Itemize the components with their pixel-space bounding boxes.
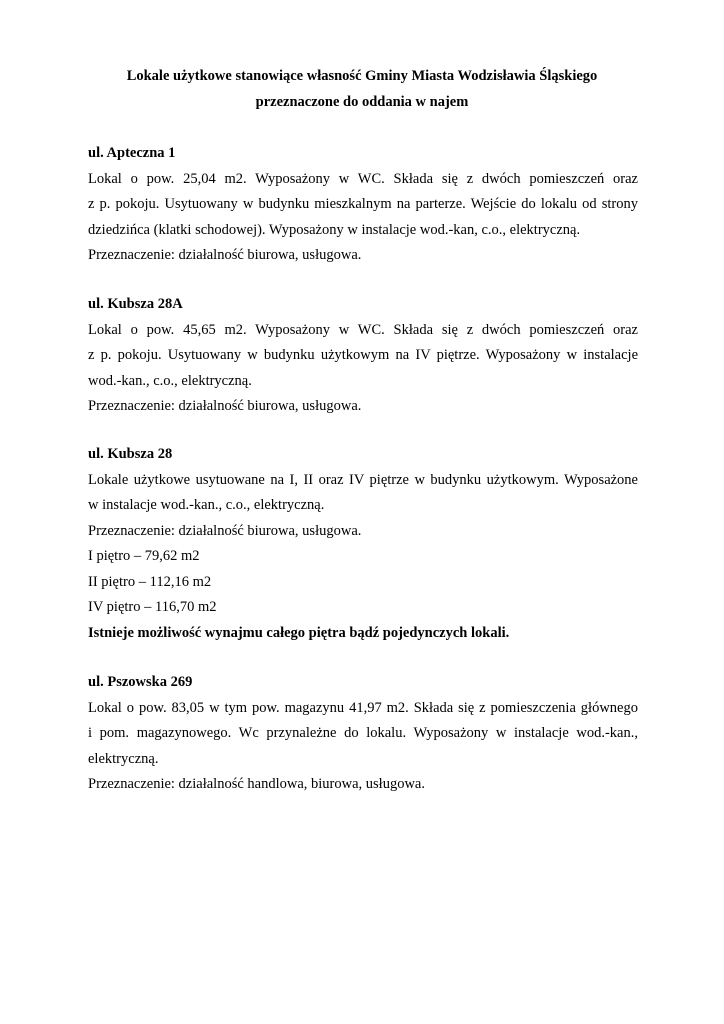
floor-area-line: IV piętro – 116,70 m2 [88,599,217,615]
document-title: Lokale użytkowe stanowiące własność Gminy Miasta Wodzisławia Śląskiego [126,68,598,84]
section-text-line: wod.-kan., c.o., elektryczną. [88,372,252,389]
floor-area-line: II piętro – 112,16 m2 [88,573,212,590]
document-subtitle: przeznaczone do oddania w najem [255,94,469,110]
section-text-line: Lokal o pow. 45,65 m2. Wyposażony w WC. Składa się z dwóch pomieszczeń oraz [88,321,638,338]
section-text-line: z p. pokoju. Usytuowany w budynku użytkowym na IV piętrze. Wyposażony w instalacje [88,347,638,363]
section-heading: ul. Pszowska 269 [88,674,193,690]
section-text-line: dziedzińca (klatki schodowej). Wyposażony w instalacje wod.-kan, c.o., elektryczną. [88,221,581,238]
section-text-line: elektryczną. [88,750,159,767]
section-text-line: i pom. magazynowego. Wc przynależne do lokalu. Wyposażony w instalacje wod.-kan., [88,725,638,741]
section-purpose: Przeznaczenie: działalność biurowa, usługowa. [88,247,362,263]
section-purpose: Przeznaczenie: działalność handlowa, biurowa, usługowa. [88,776,425,792]
section-kubsza-28a [88,292,638,420]
section-kubsza-28 [88,442,638,646]
section-heading: ul. Kubsza 28 [88,446,173,462]
section-heading: ul. Apteczna 1 [88,145,176,161]
section-pszowska-269 [88,670,638,798]
section-text-line: w instalacje wod.-kan., c.o., elektryczną. [88,497,325,513]
section-text-line: z p. pokoju. Usytuowany w budynku mieszkalnym na parterze. Wejście do lokalu od strony [88,196,638,212]
section-text-line: Lokal o pow. 25,04 m2. Wyposażony w WC. Składa się z dwóch pomieszczeń oraz [88,170,638,187]
section-text-line: Lokal o pow. 83,05 w tym pow. magazynu 41,97 m2. Składa się z pomieszczenia głównego [88,699,638,716]
floor-area-line: I piętro – 79,62 m2 [88,548,200,564]
section-purpose: Przeznaczenie: działalność biurowa, usługowa. [88,398,362,414]
section-text-line: Lokale użytkowe usytuowane na I, II oraz IV piętrze w budynku użytkowym. Wyposażone [88,471,638,488]
section-purpose: Przeznaczenie: działalność biurowa, usługowa. [88,522,362,539]
section-apteczna [88,141,638,269]
section-heading: ul. Kubsza 28A [88,296,183,312]
section-note: Istnieje możliwość wynajmu całego piętra bądź pojedynczych lokali. [88,624,510,641]
